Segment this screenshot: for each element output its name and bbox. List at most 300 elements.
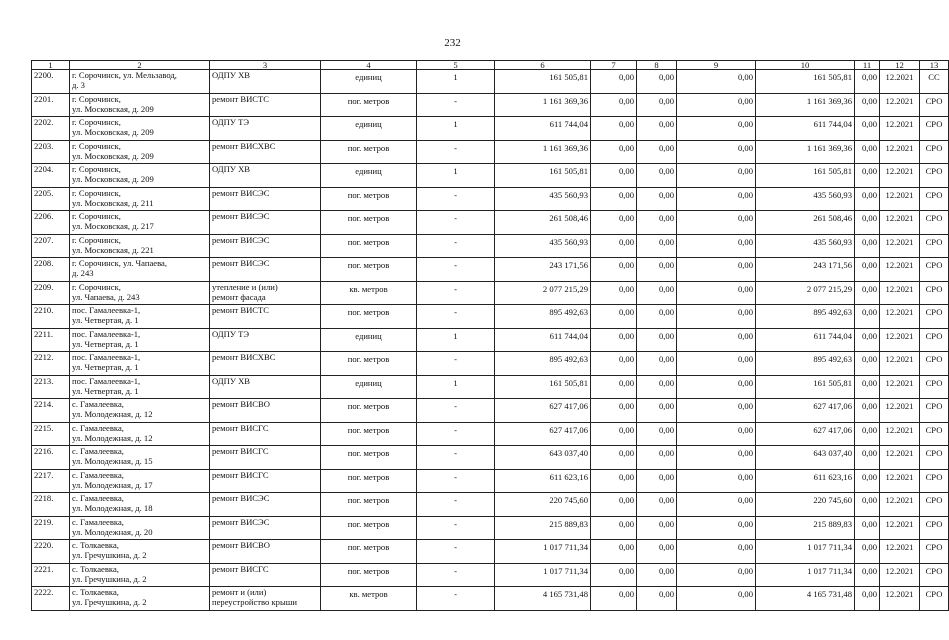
work-type-cell [210, 305, 321, 329]
row-number-cell [32, 446, 70, 470]
work-type-cell-line: ремонт ВИСЭС [212, 234, 270, 245]
work-type-cell-line: ремонт ВИСТС [212, 305, 270, 315]
cost-cell-line: 611 744,04 [549, 330, 588, 341]
value-cell-8 [637, 70, 677, 94]
value-cell-11-line: 0,00 [861, 589, 877, 599]
address-cell-line: пос. Гамалеевка-1, [72, 305, 141, 315]
value-cell-8-line: 0,00 [658, 471, 674, 482]
address-cell [70, 469, 210, 493]
date-cell-line: 12.2021 [885, 95, 914, 106]
table-row [32, 93, 949, 117]
value-cell-11-line: 0,00 [861, 189, 877, 200]
value-cell-8-line: 0,00 [658, 166, 674, 176]
value-cell-7 [591, 469, 637, 493]
value-cell-7 [591, 493, 637, 517]
row-number-cell [32, 328, 70, 352]
unit-cell [321, 352, 417, 376]
unit-cell-line: пог. метров [347, 401, 390, 411]
value-cell-8 [637, 164, 677, 188]
value-cell-8-line: 0,00 [658, 448, 674, 458]
value-cell-8 [637, 234, 677, 258]
value-cell-8-line: 0,00 [658, 95, 674, 106]
table-row [32, 446, 949, 470]
address-cell [70, 399, 210, 423]
address-cell [70, 516, 210, 540]
total-cell-line: 161 505,81 [813, 377, 852, 388]
column-header: 11 [855, 61, 880, 70]
value-cell-7 [591, 305, 637, 329]
table-row [32, 328, 949, 352]
date-cell-line: 12.2021 [885, 448, 914, 458]
value-cell-7-line: 0,00 [618, 589, 634, 599]
quantity-cell-line: - [454, 142, 457, 153]
quantity-cell [417, 587, 495, 611]
value-cell-9-line: 0,00 [737, 307, 753, 317]
work-type-cell [210, 117, 321, 141]
table-row [32, 187, 949, 211]
cost-cell [495, 70, 591, 94]
date-cell-line: 12.2021 [885, 72, 914, 82]
value-cell-8-line: 0,00 [658, 424, 674, 435]
cost-cell-line: 215 889,83 [549, 518, 588, 529]
unit-cell-line: кв. метров [349, 283, 388, 294]
date-cell-line: 12.2021 [885, 565, 914, 576]
source-cell [920, 422, 949, 446]
quantity-cell-line: - [454, 518, 457, 529]
address-cell-line: ул. Московская, д. 217 [72, 221, 154, 232]
total-cell-line: 627 417,06 [813, 424, 852, 435]
row-number-cell [32, 305, 70, 329]
work-type-cell [210, 375, 321, 399]
work-type-cell-line: ремонт ВИСХВС [212, 140, 276, 151]
cost-cell [495, 140, 591, 164]
unit-cell [321, 587, 417, 611]
address-cell-line: г. Сорочинск, ул. Мельзавод, [72, 70, 177, 80]
column-header: 12 [880, 61, 920, 70]
row-number-cell [32, 540, 70, 564]
address-cell [70, 234, 210, 258]
value-cell-7 [591, 563, 637, 587]
row-number-cell-line: 2220. [34, 540, 54, 550]
unit-cell [321, 117, 417, 141]
value-cell-7-line: 0,00 [618, 424, 634, 435]
column-header: 7 [591, 61, 637, 70]
value-cell-11 [855, 164, 880, 188]
table-row [32, 399, 949, 423]
source-cell [920, 375, 949, 399]
quantity-cell [417, 211, 495, 235]
value-cell-8-line: 0,00 [658, 307, 674, 317]
unit-cell [321, 516, 417, 540]
quantity-cell [417, 305, 495, 329]
address-cell-line: ул. Гречушкина, д. 2 [72, 597, 147, 608]
total-cell [756, 493, 855, 517]
address-cell-line: с. Толкаевка, [72, 540, 119, 550]
source-cell [920, 93, 949, 117]
quantity-cell-line: - [454, 307, 457, 317]
unit-cell [321, 493, 417, 517]
row-number-cell [32, 399, 70, 423]
source-cell-line: СС [928, 72, 940, 82]
value-cell-11-line: 0,00 [861, 330, 877, 341]
cost-cell [495, 469, 591, 493]
date-cell [880, 516, 920, 540]
date-cell-line: 12.2021 [885, 471, 914, 482]
total-cell [756, 587, 855, 611]
table-row [32, 305, 949, 329]
value-cell-11-line: 0,00 [861, 166, 877, 176]
address-cell-line: ул. Московская, д. 209 [72, 174, 154, 185]
date-cell [880, 258, 920, 282]
quantity-cell-line: - [454, 448, 457, 458]
unit-cell [321, 422, 417, 446]
total-cell-line: 895 492,63 [813, 354, 852, 364]
value-cell-7-line: 0,00 [618, 495, 634, 505]
value-cell-8 [637, 281, 677, 305]
address-cell-line: ул. Московская, д. 221 [72, 244, 154, 255]
source-cell [920, 516, 949, 540]
date-cell [880, 493, 920, 517]
address-cell-line: ул. Гречушкина, д. 2 [72, 573, 147, 584]
work-type-cell-line: ремонт ВИСГС [212, 422, 269, 433]
table-row [32, 516, 949, 540]
quantity-cell [417, 352, 495, 376]
work-type-cell [210, 140, 321, 164]
value-cell-9 [677, 140, 756, 164]
cost-cell [495, 540, 591, 564]
total-cell [756, 422, 855, 446]
value-cell-11-line: 0,00 [861, 307, 877, 317]
value-cell-7 [591, 587, 637, 611]
quantity-cell-line: - [454, 260, 457, 270]
row-number-cell-line: 2218. [34, 493, 54, 503]
cost-cell-line: 243 171,56 [549, 260, 588, 270]
total-cell-line: 435 560,93 [813, 236, 852, 247]
value-cell-9-line: 0,00 [737, 354, 753, 364]
value-cell-8 [637, 540, 677, 564]
value-cell-7 [591, 281, 637, 305]
quantity-cell [417, 164, 495, 188]
source-cell [920, 117, 949, 141]
source-cell [920, 211, 949, 235]
date-cell-line: 12.2021 [885, 424, 914, 435]
cost-cell [495, 93, 591, 117]
value-cell-7-line: 0,00 [618, 142, 634, 153]
value-cell-7-line: 0,00 [618, 166, 634, 176]
total-cell-line: 1 161 369,36 [806, 142, 852, 153]
source-cell-line: СРО [925, 307, 943, 317]
cost-cell [495, 399, 591, 423]
table-row [32, 258, 949, 282]
date-cell [880, 281, 920, 305]
source-cell-line: СРО [925, 330, 943, 341]
source-cell-line: СРО [925, 495, 943, 505]
value-cell-7-line: 0,00 [618, 330, 634, 341]
cost-cell-line: 1 161 369,36 [542, 95, 588, 106]
row-number-cell-line: 2222. [34, 587, 54, 597]
address-cell [70, 211, 210, 235]
value-cell-7-line: 0,00 [618, 119, 634, 129]
address-cell [70, 422, 210, 446]
work-type-cell-line: ремонт ВИСЭС [212, 187, 270, 198]
value-cell-11 [855, 516, 880, 540]
total-cell [756, 563, 855, 587]
row-number-cell [32, 187, 70, 211]
value-cell-7 [591, 187, 637, 211]
total-cell [756, 140, 855, 164]
unit-cell-line: пог. метров [347, 236, 390, 247]
row-number-cell [32, 258, 70, 282]
total-cell-line: 261 508,46 [813, 213, 852, 223]
value-cell-9-line: 0,00 [737, 236, 753, 247]
unit-cell [321, 93, 417, 117]
work-type-cell [210, 469, 321, 493]
value-cell-9 [677, 117, 756, 141]
work-type-cell [210, 422, 321, 446]
header-row [32, 61, 949, 70]
address-cell [70, 164, 210, 188]
column-header: 3 [210, 61, 321, 70]
source-cell-line: СРО [925, 189, 943, 200]
work-type-cell [210, 93, 321, 117]
date-cell [880, 117, 920, 141]
cost-cell [495, 446, 591, 470]
date-cell [880, 469, 920, 493]
value-cell-8 [637, 93, 677, 117]
value-cell-9-line: 0,00 [737, 260, 753, 270]
total-cell-line: 215 889,83 [813, 518, 852, 529]
date-cell [880, 93, 920, 117]
unit-cell [321, 305, 417, 329]
value-cell-8-line: 0,00 [658, 377, 674, 388]
value-cell-9-line: 0,00 [737, 542, 753, 552]
value-cell-8-line: 0,00 [658, 142, 674, 153]
quantity-cell [417, 540, 495, 564]
table-row [32, 469, 949, 493]
value-cell-8 [637, 375, 677, 399]
date-cell-line: 12.2021 [885, 142, 914, 153]
value-cell-8-line: 0,00 [658, 589, 674, 599]
value-cell-11 [855, 70, 880, 94]
row-number-cell [32, 422, 70, 446]
work-type-cell-line: утепление и (или) [212, 281, 278, 292]
cost-cell-line: 2 077 215,29 [542, 283, 588, 294]
cost-cell [495, 352, 591, 376]
table-row [32, 493, 949, 517]
value-cell-7 [591, 117, 637, 141]
address-cell [70, 352, 210, 376]
cost-cell-line: 435 560,93 [549, 236, 588, 247]
address-cell-line: ул. Гречушкина, д. 2 [72, 550, 147, 561]
work-type-cell [210, 164, 321, 188]
unit-cell-line: пог. метров [347, 424, 390, 435]
date-cell [880, 164, 920, 188]
quantity-cell-line: - [454, 95, 457, 106]
quantity-cell [417, 258, 495, 282]
value-cell-7-line: 0,00 [618, 401, 634, 411]
address-cell-line: ул. Московская, д. 209 [72, 103, 154, 114]
address-cell-line: ул. Чапаева, д. 243 [72, 291, 140, 302]
row-number-cell-line: 2203. [34, 140, 54, 151]
address-cell-line: ул. Московская, д. 211 [72, 197, 154, 208]
value-cell-7 [591, 234, 637, 258]
address-cell-line: ул. Четвертая, д. 1 [72, 338, 139, 349]
address-cell [70, 281, 210, 305]
source-cell-line: СРО [925, 95, 943, 106]
cost-cell [495, 563, 591, 587]
address-cell-line: с. Толкаевка, [72, 587, 119, 597]
source-cell-line: СРО [925, 283, 943, 294]
address-cell-line: ул. Московская, д. 209 [72, 150, 154, 161]
value-cell-7 [591, 446, 637, 470]
cost-cell [495, 587, 591, 611]
value-cell-11 [855, 587, 880, 611]
value-cell-9 [677, 587, 756, 611]
address-cell-line: с. Гамалеевка, [72, 493, 124, 503]
date-cell [880, 399, 920, 423]
source-cell-line: СРО [925, 213, 943, 223]
address-cell-line: г. Сорочинск, [72, 211, 121, 221]
cost-cell [495, 305, 591, 329]
column-header: 13 [920, 61, 949, 70]
value-cell-11 [855, 563, 880, 587]
row-number-cell [32, 375, 70, 399]
value-cell-8 [637, 140, 677, 164]
value-cell-9 [677, 446, 756, 470]
total-cell [756, 540, 855, 564]
table-row [32, 70, 949, 94]
total-cell-line: 611 744,04 [813, 330, 852, 341]
work-type-cell [210, 352, 321, 376]
value-cell-7 [591, 399, 637, 423]
quantity-cell [417, 493, 495, 517]
work-type-cell [210, 493, 321, 517]
column-header: 2 [70, 61, 210, 70]
value-cell-9-line: 0,00 [737, 565, 753, 576]
unit-cell-line: единиц [355, 72, 382, 82]
table-row [32, 375, 949, 399]
value-cell-9-line: 0,00 [737, 119, 753, 129]
work-type-cell [210, 234, 321, 258]
source-cell [920, 305, 949, 329]
total-cell-line: 627 417,06 [813, 401, 852, 411]
value-cell-8-line: 0,00 [658, 119, 674, 129]
source-cell-line: СРО [925, 542, 943, 552]
source-cell [920, 164, 949, 188]
address-cell-line: ул. Четвертая, д. 1 [72, 362, 139, 373]
unit-cell-line: пог. метров [347, 95, 390, 106]
quantity-cell-line: - [454, 424, 457, 435]
total-cell [756, 352, 855, 376]
value-cell-11-line: 0,00 [861, 448, 877, 458]
value-cell-7 [591, 70, 637, 94]
page-number: 232 [444, 37, 461, 49]
unit-cell-line: единиц [355, 377, 382, 388]
work-type-cell [210, 258, 321, 282]
value-cell-11 [855, 140, 880, 164]
value-cell-9 [677, 516, 756, 540]
cost-cell [495, 328, 591, 352]
quantity-cell [417, 93, 495, 117]
unit-cell [321, 563, 417, 587]
quantity-cell [417, 446, 495, 470]
cost-cell-line: 4 165 731,48 [542, 589, 588, 599]
address-cell-line: г. Сорочинск, [72, 281, 121, 292]
unit-cell-line: пог. метров [347, 542, 390, 552]
value-cell-11-line: 0,00 [861, 236, 877, 247]
value-cell-11-line: 0,00 [861, 142, 877, 153]
value-cell-8 [637, 446, 677, 470]
table-row [32, 234, 949, 258]
total-cell-line: 1 017 711,34 [807, 565, 852, 576]
unit-cell-line: пог. метров [347, 495, 390, 505]
address-cell-line: г. Сорочинск, [72, 187, 121, 198]
date-cell-line: 12.2021 [885, 542, 914, 552]
row-number-cell-line: 2213. [34, 375, 54, 386]
address-cell-line: ул. Молодежная, д. 12 [72, 432, 153, 443]
value-cell-9-line: 0,00 [737, 518, 753, 529]
quantity-cell [417, 375, 495, 399]
total-cell [756, 305, 855, 329]
date-cell [880, 328, 920, 352]
value-cell-7-line: 0,00 [618, 260, 634, 270]
total-cell-line: 2 077 215,29 [806, 283, 852, 294]
cost-cell [495, 211, 591, 235]
value-cell-8-line: 0,00 [658, 72, 674, 82]
date-cell [880, 211, 920, 235]
total-cell-line: 643 037,40 [813, 448, 852, 458]
value-cell-11 [855, 211, 880, 235]
value-cell-9-line: 0,00 [737, 213, 753, 223]
value-cell-11 [855, 493, 880, 517]
value-cell-9 [677, 93, 756, 117]
unit-cell [321, 281, 417, 305]
value-cell-11 [855, 446, 880, 470]
value-cell-9 [677, 422, 756, 446]
date-cell-line: 12.2021 [885, 283, 914, 294]
table-row [32, 422, 949, 446]
row-number-cell-line: 2206. [34, 211, 54, 221]
work-type-cell-line: ремонт ВИСЭС [212, 516, 270, 527]
unit-cell [321, 187, 417, 211]
source-cell [920, 281, 949, 305]
source-cell-line: СРО [925, 518, 943, 529]
unit-cell [321, 164, 417, 188]
value-cell-8-line: 0,00 [658, 213, 674, 223]
value-cell-9 [677, 399, 756, 423]
table-row [32, 540, 949, 564]
total-cell-line: 220 745,60 [813, 495, 852, 505]
unit-cell-line: единиц [355, 330, 382, 341]
date-cell-line: 12.2021 [885, 354, 914, 364]
source-cell-line: СРО [925, 565, 943, 576]
table-row [32, 563, 949, 587]
date-cell [880, 446, 920, 470]
cost-cell-line: 435 560,93 [549, 189, 588, 200]
address-cell-line: с. Гамалеевка, [72, 516, 124, 527]
table-row [32, 117, 949, 141]
address-cell-line: пос. Гамалеевка-1, [72, 352, 141, 362]
total-cell-line: 161 505,81 [813, 166, 852, 176]
cost-cell-line: 643 037,40 [549, 448, 588, 458]
date-cell [880, 187, 920, 211]
unit-cell-line: пог. метров [347, 189, 390, 200]
quantity-cell [417, 422, 495, 446]
value-cell-9 [677, 328, 756, 352]
source-cell [920, 446, 949, 470]
date-cell-line: 12.2021 [885, 518, 914, 529]
source-cell [920, 563, 949, 587]
